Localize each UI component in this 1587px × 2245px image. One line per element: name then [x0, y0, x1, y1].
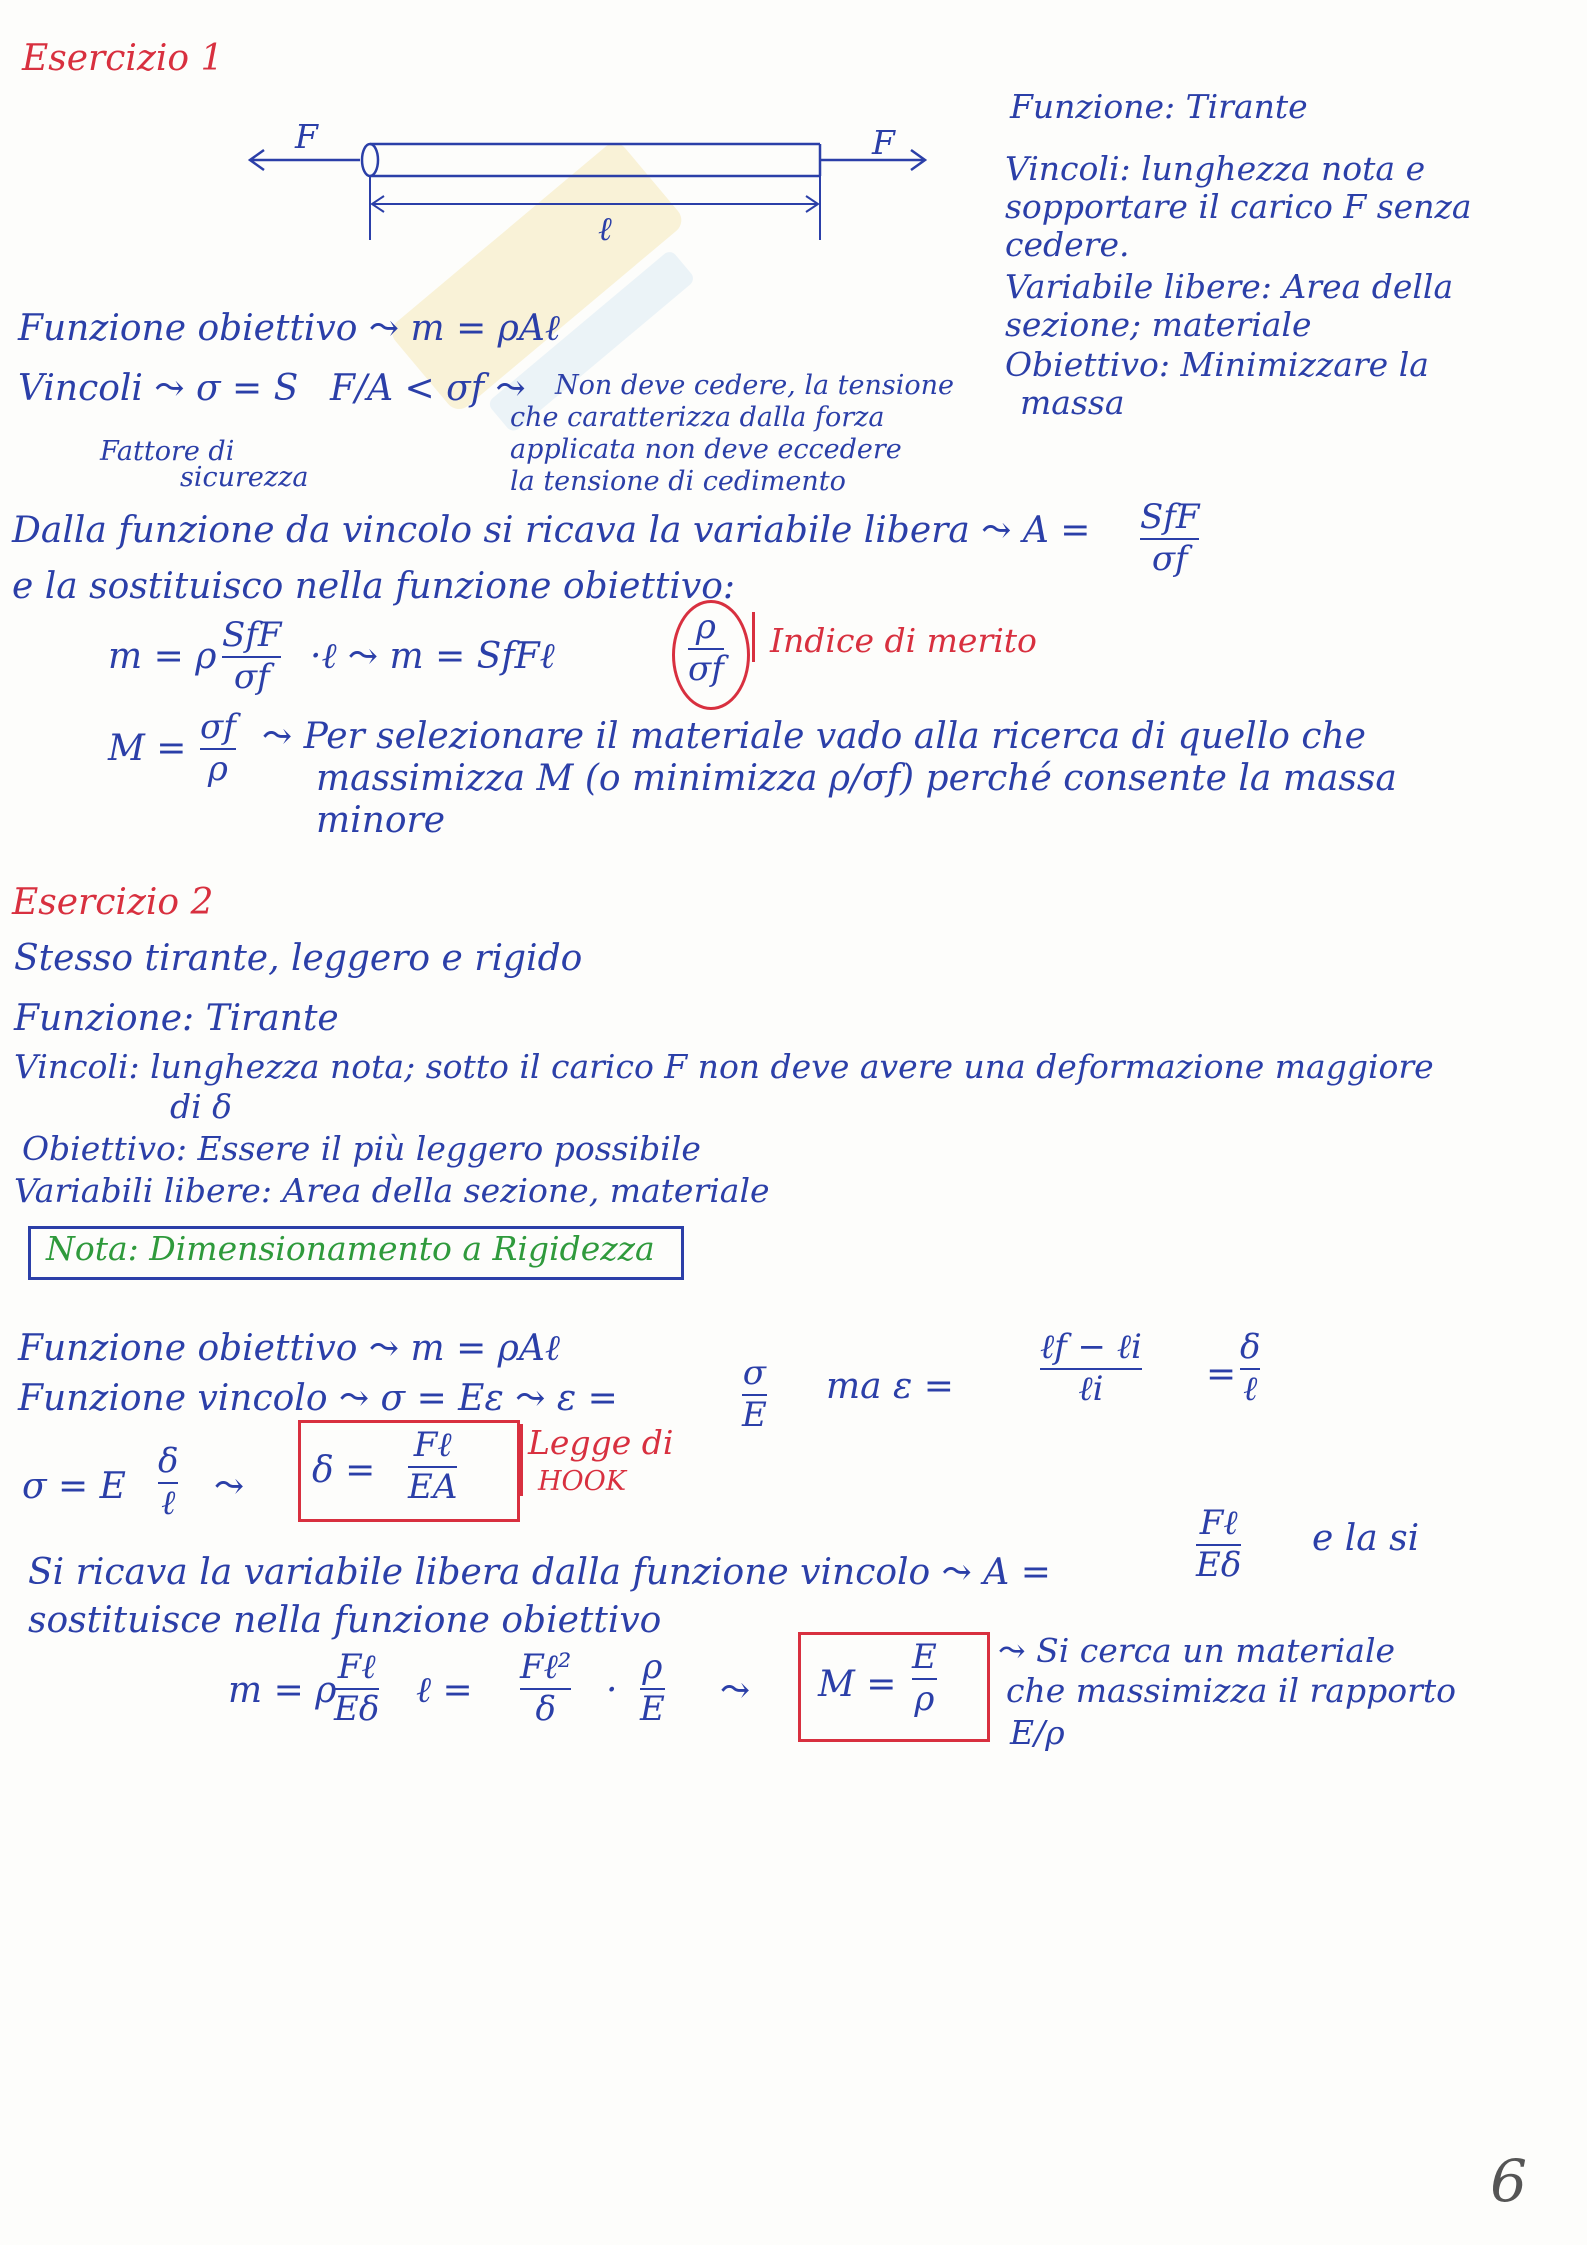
force-right-label: F	[872, 123, 895, 162]
ex2-eq: =	[1206, 1354, 1237, 1395]
frac-num: Fℓ	[1199, 1503, 1238, 1543]
ex2-ma-frac	[1040, 1327, 1142, 1409]
page-number: 6	[1490, 2147, 1527, 2215]
frac-den: EA	[408, 1466, 458, 1507]
ex2-sigma-frac	[158, 1441, 179, 1523]
side-obiettivo-1: Obiettivo: Minimizzare la	[1005, 345, 1429, 384]
ex1-vincoli-note-2: che caratterizza dalla forza	[510, 402, 885, 433]
force-left-label: F	[295, 117, 318, 156]
ex2-m2-arrow: ⤳	[720, 1670, 751, 1711]
frac-num: σ	[742, 1353, 767, 1393]
ex2-fv-frac	[742, 1353, 767, 1435]
ex2-M2-frac	[912, 1637, 937, 1719]
ex2-sost: sostituisce nella funzione obiettivo	[28, 1600, 662, 1641]
ex1-vincoli-label: Vincoli ⤳ σ = S	[18, 368, 299, 409]
ex2-m2: m = ρ	[228, 1670, 337, 1711]
side-obiettivo-2: massa	[1020, 383, 1125, 422]
ex2-line4: Obiettivo: Essere il più leggero possibile	[22, 1129, 701, 1168]
ex2-line2: Funzione: Tirante	[14, 998, 339, 1039]
ex1-M-text-2: massimizza M (o minimizza ρ/σf) perché consente la massa	[316, 758, 1397, 799]
frac-den: σf	[233, 656, 270, 697]
frac-den: ρ	[207, 748, 228, 789]
ex2-ma: ma ε =	[826, 1366, 954, 1407]
ex1-vincoli-note-1: Non deve cedere, la tensione	[555, 370, 954, 401]
indice-bracket	[752, 612, 767, 662]
ex2-ma2-frac	[1240, 1327, 1261, 1409]
frac-num: E	[912, 1637, 937, 1677]
frac-den: σf	[688, 648, 724, 689]
frac-den: δ	[535, 1688, 556, 1729]
side-variabili-1: Variabile libere: Area della	[1005, 267, 1454, 306]
frac-num: SfF	[1140, 497, 1200, 537]
ex1-funzione-obiettivo: Funzione obiettivo ⤳ m = ρAℓ	[18, 308, 560, 349]
ex1-dalla-1: Dalla funzione da vincolo si ricava la variabile libera ⤳ A =	[12, 510, 1091, 551]
frac-num: ρ	[642, 1647, 663, 1687]
frac-num: ℓf − ℓi	[1040, 1327, 1142, 1367]
frac-den: E	[742, 1394, 767, 1435]
frac-den: ρ	[914, 1678, 935, 1719]
frac-num: Fℓ	[337, 1647, 376, 1687]
frac-num: δ	[1240, 1327, 1261, 1367]
frac-den: ℓ	[1243, 1368, 1258, 1409]
side-vincoli-2: sopportare il carico F senza	[1005, 187, 1472, 226]
frac-den: Eδ	[1196, 1544, 1242, 1585]
ex1-m-frac	[222, 615, 282, 697]
ex1-vincoli-note-3: applicata non deve eccedere	[510, 434, 902, 465]
frac-num: δ	[158, 1441, 179, 1481]
frac-num: Fℓ	[413, 1425, 452, 1465]
ex2-fo: Funzione obiettivo ⤳ m = ρAℓ	[18, 1328, 560, 1369]
ex1-m-eq-2: ·ℓ ⤳ m = SfFℓ	[310, 636, 555, 677]
ex1-indice-frac	[688, 607, 724, 689]
frac-den: E	[640, 1688, 665, 1729]
length-label: ℓ	[598, 209, 612, 248]
ex2-nota: Nota: Dimensionamento a Rigidezza	[46, 1229, 655, 1268]
ex2-hook-frac	[408, 1425, 458, 1507]
ex1-title: Esercizio 1	[22, 38, 224, 79]
ex1-fattore-1: Fattore di	[100, 436, 235, 467]
ex1-M-eq: M =	[108, 728, 187, 769]
ex2-m2-frac3	[640, 1647, 665, 1729]
ex2-line3b: di δ	[170, 1087, 233, 1126]
ex2-cerca-1: ⤳ Si cerca un materiale	[998, 1631, 1396, 1670]
ex1-M-text-3: minore	[316, 800, 446, 841]
side-vincoli-3: cedere.	[1005, 225, 1130, 264]
ex2-M2: M =	[818, 1664, 897, 1705]
ex2-ricava-frac	[1196, 1503, 1242, 1585]
side-funzione: Funzione: Tirante	[1010, 87, 1308, 126]
ex2-m2-dot: ·	[606, 1670, 618, 1711]
ex2-m2-frac	[334, 1647, 380, 1729]
ex2-title: Esercizio 2	[12, 882, 214, 923]
frac-den: σf	[1151, 538, 1188, 579]
tie-rod-diagram	[240, 110, 940, 250]
ex2-cerca-3: E/ρ	[1010, 1713, 1065, 1752]
ex1-M-frac	[200, 707, 236, 789]
ex1-M-text-1: ⤳ Per selezionare il materiale vado alla ricerca di quello che	[262, 716, 1366, 757]
ex2-line1: Stesso tirante, leggero e rigido	[14, 938, 583, 979]
ex2-legge-1: Legge di	[528, 1423, 674, 1462]
frac-num: σf	[200, 707, 236, 747]
ex2-ricava: Si ricava la variabile libera dalla funzione vincolo ⤳ A =	[28, 1552, 1051, 1593]
ex2-cerca-2: che massimizza il rapporto	[1006, 1671, 1456, 1710]
ex1-m-eq-1: m = ρ	[108, 636, 217, 677]
ex2-fv: Funzione vincolo ⤳ σ = Eε ⤳ ε =	[18, 1378, 618, 1419]
ex2-hook-lhs: δ =	[312, 1450, 376, 1491]
ex2-legge-2: HOOK	[538, 1466, 626, 1497]
ex2-m2-b: ℓ =	[416, 1670, 473, 1711]
frac-den: ℓi	[1078, 1368, 1104, 1409]
frac-den: ℓ	[161, 1482, 176, 1523]
frac-num: SfF	[222, 615, 282, 655]
side-variabili-2: sezione; materiale	[1005, 305, 1312, 344]
frac-num: ρ	[695, 607, 716, 647]
legge-bracket	[520, 1424, 527, 1496]
side-vincoli-1: Vincoli: lunghezza nota e	[1005, 149, 1426, 188]
indice-label: Indice di merito	[770, 621, 1037, 660]
ex1-dalla-frac	[1140, 497, 1200, 579]
ex2-line5: Variabili libere: Area della sezione, materiale	[14, 1171, 770, 1210]
ex2-sigma-tail: ⤳	[214, 1466, 245, 1507]
ex2-sigma: σ = E	[22, 1466, 126, 1507]
ex2-m2-frac2	[520, 1647, 572, 1729]
ex1-vincoli-formula: F/A < σf ⤳	[330, 368, 526, 409]
ex1-vincoli-note-4: la tensione di cedimento	[510, 466, 846, 497]
ex1-dalla-2: e la sostituisco nella funzione obiettivo:	[12, 566, 736, 607]
ex2-line3: Vincoli: lunghezza nota; sotto il carico F non deve avere una deformazione maggiore	[14, 1047, 1434, 1086]
frac-num: Fℓ²	[520, 1647, 572, 1687]
frac-den: Eδ	[334, 1688, 380, 1729]
ex2-ricava-tail: e la si	[1312, 1518, 1420, 1559]
ex1-fattore-2: sicurezza	[180, 462, 309, 493]
